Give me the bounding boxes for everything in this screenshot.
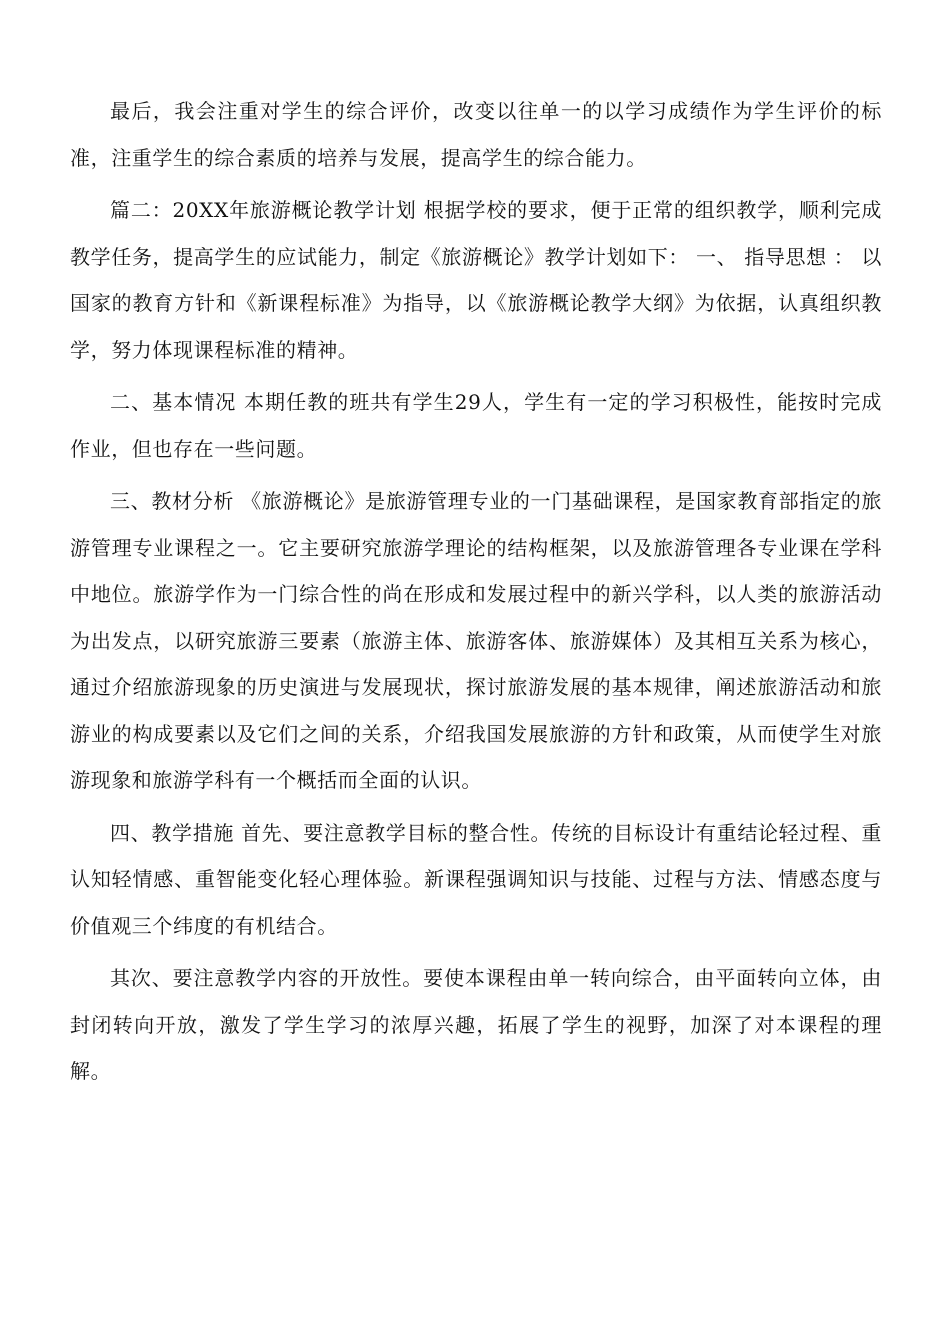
document-body [70,88,882,1101]
paragraph-content-openness: 其次、要注意教学内容的开放性。要使本课程由单一转向综合，由平面转向立体，由封闭转向开放，激发了学生学习的浓厚兴趣，拓展了学生的视野，加深了对本课程的理解。 [70,966,882,1083]
paragraph-basic-situation: 二、基本情况 本期任教的班共有学生29人，学生有一定的学习积极性，能按时完成作业，但也存在一些问题。 [70,390,882,461]
paragraph-teaching-measures: 四、教学措施 首先、要注意教学目标的整合性。传统的目标设计有重结论轻过程、重认知轻情感、重智能变化轻心理体验。新课程强调知识与技能、过程与方法、情感态度与价值观三个纬度的有机结合。 [70,820,882,938]
paragraph-evaluation: 最后，我会注重对学生的综合评价，改变以往单一的以学习成绩作为学生评价的标准，注重学生的综合素质的培养与发展，提高学生的综合能力。 [70,99,882,170]
paragraph-plan-intro: 篇二：20XX年旅游概论教学计划 根据学校的要求，便于正常的组织教学，顺利完成教学任务，提高学生的应试能力，制定《旅游概论》教学计划如下： 一、 指导思想 ： 以国家的教育方针和《新课程标准》为指导，以《旅游概论教学大纲》为依据，认真组织教学，努力体现课程标准的精神。 [70,198,882,362]
paragraph-material-analysis: 三、教材分析 《旅游概论》是旅游管理专业的一门基础课程，是国家教育部指定的旅游管理专业课程之一。它主要研究旅游学理论的结构框架，以及旅游管理各专业课在学科中地位。旅游学作为一门综合性的尚在形成和发展过程中的新兴学科，以人类的旅游活动为出发点，以研究旅游三要素（旅游主体、旅游客体、旅游媒体）及其相互关系为核心，通过介绍旅游现象的历史演进与发展现状，探讨旅游发展的基本规律，阐述旅游活动和旅游业的构成要素以及它们之间的关系，介绍我国发展旅游的方针和政策，从而使学生对旅游现象和旅游学科有一个概括而全面的认识。 [70,489,882,792]
